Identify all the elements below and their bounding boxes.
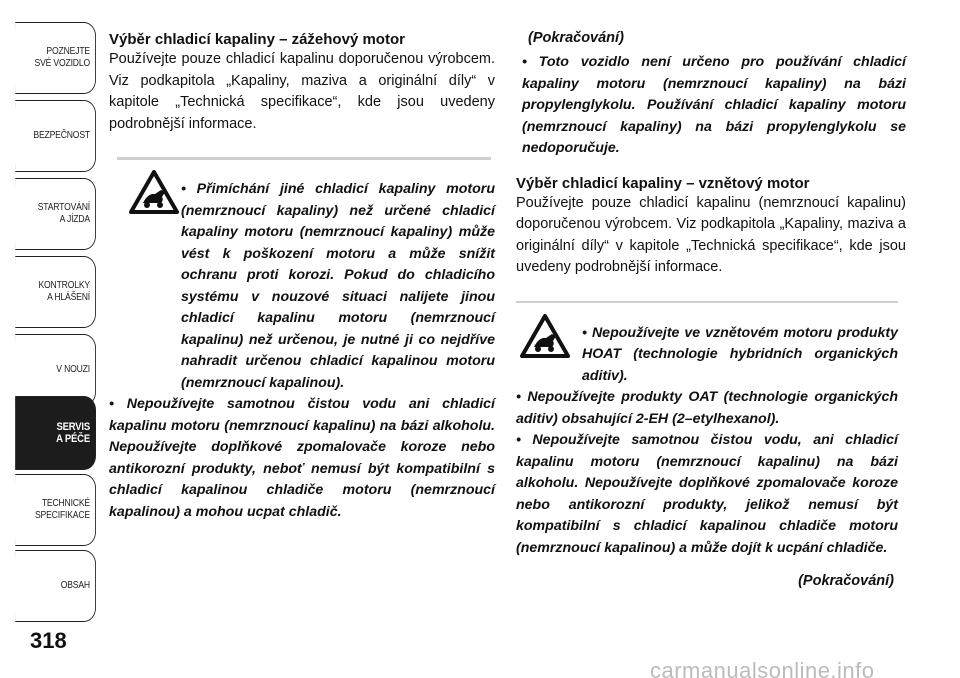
- left-column: [109, 30, 495, 523]
- tab-poznejte-sve-vozidlo[interactable]: [15, 22, 96, 94]
- page-number: 318: [30, 628, 67, 653]
- warning-divider: [117, 157, 491, 160]
- tab-kontrolky-a-hlaseni[interactable]: [15, 256, 96, 328]
- watermark: carmanualsonline.info: [650, 658, 875, 678]
- warning-box: [109, 157, 495, 523]
- section-heading: Výběr chladicí kapaliny – zážehový motor: [109, 31, 405, 48]
- right-column: [516, 30, 906, 589]
- tab-technicke-specifikace[interactable]: [15, 474, 96, 546]
- warning-triangle-icon: [520, 313, 570, 359]
- tab-label: BEZPEČNOST: [33, 130, 90, 141]
- warning-text-diesel-1: • Nepoužívejte ve vznětovém motoru produkty HOAT (technologie hybridních organických aditiv).: [582, 324, 898, 384]
- tab-label: OBSAH: [60, 580, 90, 591]
- tab-label: V NOUZI: [56, 364, 90, 375]
- tab-startovani-a-jizda[interactable]: [15, 178, 96, 250]
- warning-triangle-icon: [129, 169, 179, 215]
- section-body-diesel: Používejte pouze chladicí kapalinu (nemrznoucí kapalinu) doporučenou výrobcem. Viz podkapitola „Kapaliny, maziva a originální díly“ v kapitole „Technická specifikace“, kde jsou uvedeny podrobnější informace.: [516, 194, 906, 275]
- section-body: Používejte pouze chladicí kapalinu doporučenou výrobcem. Viz podkapitola „Kapaliny, maziva a originální díly“ v kapitole „Technická specifikace“, kde jsou uvedeny podrobnější informace.: [109, 51, 495, 132]
- warning-text-continued: • Toto vozidlo není určeno pro používání chladicí kapaliny motoru (nemrznoucí kapaliny) na bázi propylenglykolu. Používání chladicí kapaliny motoru (nemrznoucí kapaliny) na bázi propylenglykolu se nedoporučuje.: [522, 54, 906, 156]
- section-heading-diesel: Výběr chladicí kapaliny – vznětový motor: [516, 174, 810, 192]
- continued-label-top: (Pokračování): [528, 30, 624, 46]
- warning-box-diesel: [516, 301, 906, 560]
- continued-label-bottom: (Pokračování): [798, 573, 894, 589]
- warning-text-2: • Nepoužívejte samotnou čistou vodu ani chladicí kapalinu motoru (nemrznoucí kapalinu) na bázi alkoholu. Nepoužívejte doplňkové zpomalovače koroze nebo antikorozní produkty, neboť nemusí být kompatibilní s chladicí kapalinou chladiče motoru (nemrznoucí kapalinou) a mohou ucpat chladič.: [109, 396, 495, 520]
- tab-label: KONTROLKY A HLÁŠENÍ: [38, 280, 90, 303]
- tab-servis-a-pece[interactable]: [15, 396, 96, 470]
- tab-label: STARTOVÁNÍ A JÍZDA: [37, 202, 90, 225]
- tab-bezpecnost[interactable]: [15, 100, 96, 172]
- tab-label: TECHNICKÉ SPECIFIKACE: [34, 498, 90, 521]
- warning-text-diesel-3: • Nepoužívejte samotnou čistou vodu, ani chladicí kapalinu motoru (nemrznoucí kapalinu) na bázi alkoholu. Nepoužívejte doplňkové zpomalovače koroze nebo antikorozní produkty, jelikož nemusí být kompatibilní s chladicí kapalinou chladiče motoru (nemrznoucí kapalinou) a může dojít k ucpání chladiče.: [516, 432, 898, 556]
- tab-obsah[interactable]: [15, 550, 96, 622]
- tab-label: SERVIS A PÉČE: [56, 421, 90, 445]
- tab-label: POZNEJTE SVÉ VOZIDLO: [34, 46, 90, 69]
- warning-text-1-body: • Přimíchání jiné chladicí kapaliny motoru (nemrznoucí kapaliny) než určené chladicí kapaliny motoru (nemrznoucí kapaliny) může vést k poškození motoru a může snížit ochranu proti korozi. Pokud do chladicího systému v nouzové situaci nalijete jinou chladicí kapalinu motoru (nemrznoucí kapalinu) než určenou, je nutné ji co nejdříve nahradit určenou chladicí kapalinou motoru (nemrznoucí kapalinou).: [181, 181, 495, 391]
- warning-divider: [516, 301, 898, 304]
- warning-text-diesel-2: • Nepoužívejte produkty OAT (technologie organických aditiv) obsahující 2-EH (2–etylhexanol).: [516, 389, 898, 427]
